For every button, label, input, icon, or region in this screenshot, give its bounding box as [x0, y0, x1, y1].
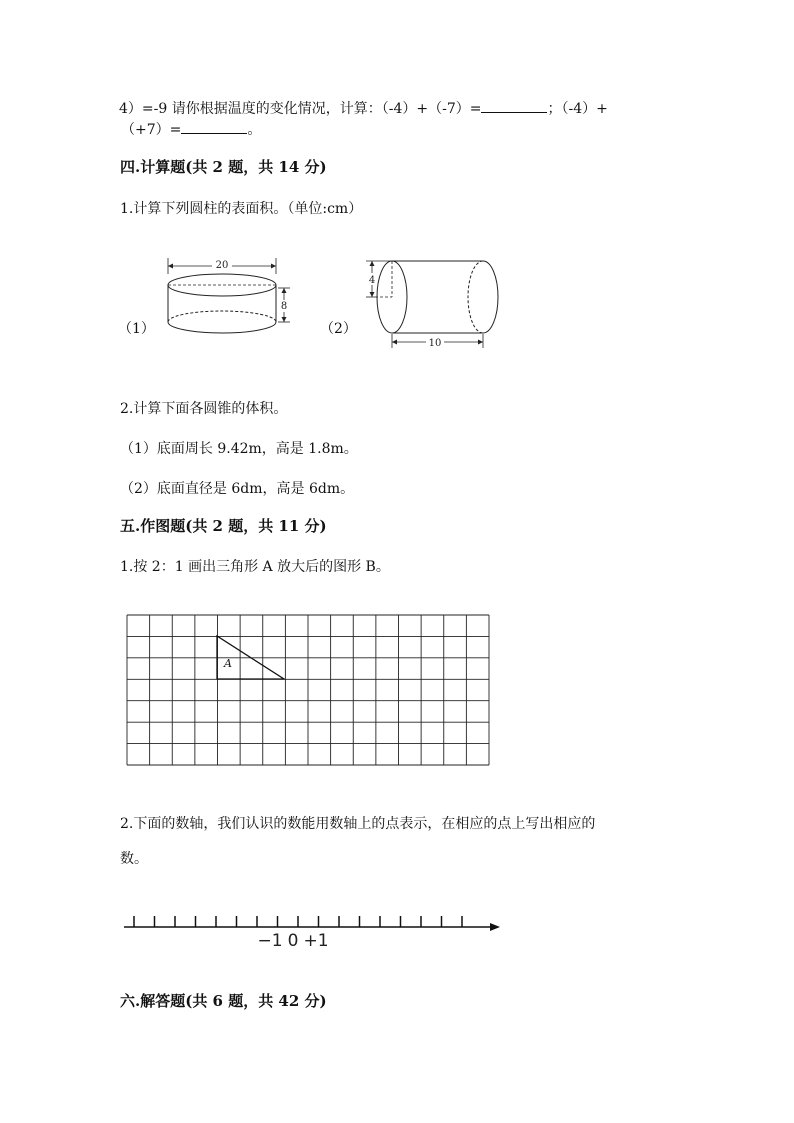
- axis-label-zero: 0: [287, 931, 299, 951]
- answer-blank[interactable]: [481, 100, 547, 113]
- figure-1-label: （1）: [118, 321, 155, 337]
- axis-label-minus-one: −1: [257, 931, 283, 951]
- number-line-ticks: [134, 916, 462, 927]
- question-text-line2: [121, 119, 261, 139]
- section-heading-4: 四.计算题(共 2 题，共 14 分): [120, 158, 327, 176]
- draw-question-2-line1: 2.下面的数轴，我们认识的数能用数轴上的点表示，在相应的点上写出相应的: [120, 816, 596, 832]
- arrow-right-icon: [490, 923, 500, 931]
- figure-2-label: （2）: [320, 321, 357, 337]
- grid-lines: [127, 615, 489, 765]
- drawing-grid[interactable]: [126, 614, 490, 766]
- section-heading-6: 六.解答题(共 6 题，共 42 分): [120, 992, 327, 1010]
- question-part: 4）=-9 请你根据温度的变化情况，计算：（-4）+（-7）=: [119, 101, 482, 117]
- triangle-a-label: A: [224, 657, 232, 670]
- answer-blank[interactable]: [181, 121, 247, 134]
- number-line: [120, 905, 505, 953]
- fig2-length-label: 10: [428, 338, 442, 349]
- draw-question-1-text: 1.按 2：1 画出三角形 A 放大后的图形 B。: [120, 559, 390, 575]
- question-2-part-a: （1）底面周长 9.42m，高是 1.8m。: [120, 441, 358, 457]
- question-2-part-b: （2）底面直径是 6dm，高是 6dm。: [120, 481, 355, 497]
- cylinder-figure-2: [362, 254, 507, 354]
- question-part: ；（-4）+: [547, 101, 608, 117]
- question-1-text: 1.计算下列圆柱的表面积。（单位:cm）: [120, 201, 363, 217]
- fig1-width-label: 20: [215, 260, 229, 271]
- fig2-diameter-label: 4: [368, 275, 376, 286]
- question-2-text: 2.计算下面各圆锥的体积。: [120, 401, 288, 417]
- section-heading-5: 五.作图题(共 2 题，共 11 分): [120, 517, 327, 535]
- question-text-line1: [119, 98, 608, 118]
- cylinder-figure-1: [160, 250, 300, 350]
- draw-question-2-line2: 数。: [120, 851, 148, 867]
- question-part: 。: [247, 122, 262, 138]
- axis-label-plus-one: +1: [303, 931, 329, 951]
- fig1-height-label: 8: [280, 301, 288, 312]
- question-part: （+7）=: [121, 122, 182, 138]
